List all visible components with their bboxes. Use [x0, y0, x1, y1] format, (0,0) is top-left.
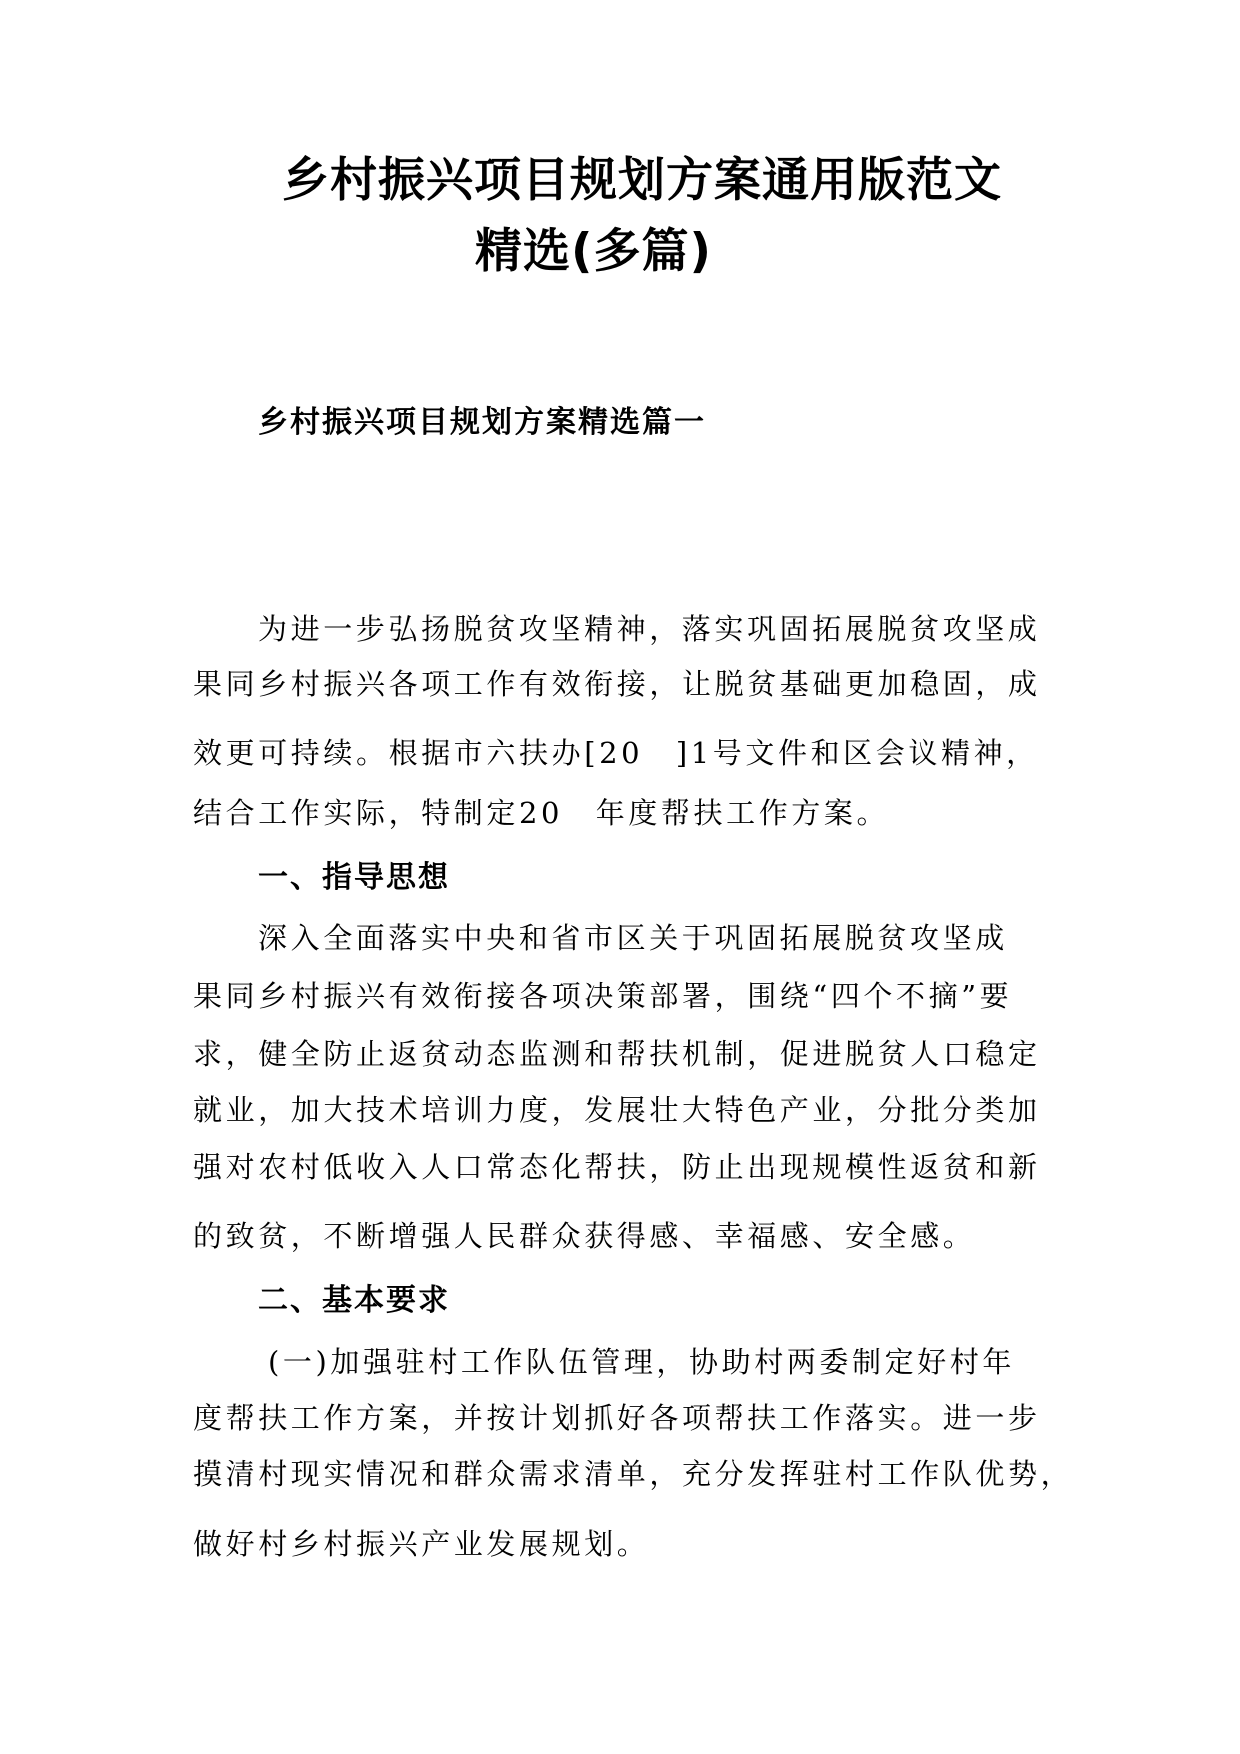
requirements-line: 摸清村现实情况和群众需求清单，充分发挥驻村工作队优势， [193, 1457, 1074, 1491]
document-title-line-2: 精选(多篇) [475, 224, 712, 279]
guiding-line: 果同乡村振兴有效衔接各项决策部署，围绕“四个不摘”要 [193, 979, 1013, 1013]
intro-line: 为进一步弘扬脱贫攻坚精神，落实巩固拓展脱贫攻坚成 [258, 612, 1041, 646]
guiding-line: 强对农村低收入人口常态化帮扶，防止出现规模性返贫和新 [193, 1150, 1041, 1184]
requirements-line: 度帮扶工作方案，并按计划抓好各项帮扶工作落实。进一步 [193, 1401, 1041, 1435]
guiding-line: 的致贫，不断增强人民群众获得感、幸福感、安全感。 [193, 1219, 976, 1253]
document-title-line-1: 乡村振兴项目规划方案通用版范文 [282, 153, 1002, 208]
intro-line: 效更可持续。根据市六扶办[20 ]1号文件和区会议精神， [193, 736, 1039, 770]
intro-line: 结合工作实际，特制定20 年度帮扶工作方案。 [193, 796, 890, 830]
requirements-line: 做好村乡村振兴产业发展规划。 [193, 1527, 650, 1561]
guiding-line: 就业，加大技术培训力度，发展壮大特色产业，分批分类加 [193, 1093, 1041, 1127]
heading-basic-requirements: 二、基本要求 [258, 1283, 450, 1318]
guiding-line: 求，健全防止返贫动态监测和帮扶机制，促进脱贫人口稳定 [193, 1037, 1041, 1071]
guiding-line: 深入全面落实中央和省市区关于巩固拓展脱贫攻坚成 [258, 921, 1008, 955]
heading-guiding-thought: 一、指导思想 [258, 860, 450, 895]
intro-line: 果同乡村振兴各项工作有效衔接，让脱贫基础更加稳固，成 [193, 667, 1041, 701]
section-title: 乡村振兴项目规划方案精选篇一 [258, 405, 706, 440]
requirements-line: (一)加强驻村工作队伍管理，协助村两委制定好村年 [268, 1345, 1016, 1379]
